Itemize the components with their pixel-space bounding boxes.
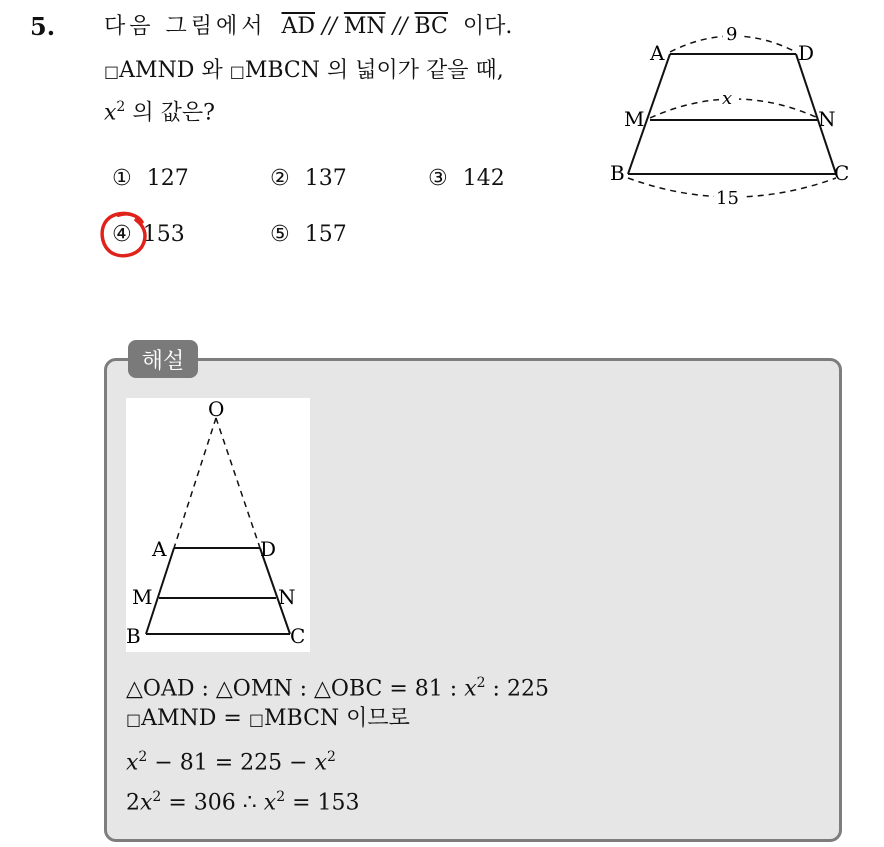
choice-value: 157 [304,222,347,247]
choice-value: 153 [142,222,185,247]
equal-left: AMND = [141,706,242,731]
label-n: N [818,107,836,131]
solution-line-3 [126,742,336,778]
label-m: M [624,107,645,131]
choice-mark: ② [270,166,290,191]
exponent: 2 [476,675,486,691]
question-prefix: 다음 그림에서 [104,14,267,39]
square-icon: □ [104,62,120,81]
label-d: D [798,41,815,65]
question-condition: 의 넓이가 같을 때, [327,58,504,83]
coef: 2 [126,790,140,816]
length-mid: x [722,88,733,109]
solution-line-2 [126,704,410,735]
choice-1[interactable] [112,166,189,191]
choice-mark: ① [112,166,132,191]
label-b: B [610,161,625,185]
choice-mark: ③ [428,166,448,191]
var-x: x [263,790,277,816]
choice-2[interactable] [270,166,347,191]
ratio-end: : 225 [492,676,549,702]
equation-mid: − 81 = 225 − [154,750,308,776]
solution-line-4 [126,782,360,818]
question-line-2 [104,56,504,87]
ratio-text: △OAD : △OMN : △OBC = 81 : [126,676,458,702]
label-n: N [278,585,296,609]
selection-circle-icon [98,208,152,262]
label-c: C [290,624,306,648]
choice-5[interactable] [270,222,347,247]
segment-ad: $\overline{AD}$ [281,14,316,39]
choice-value: 142 [462,166,505,191]
label-c: C [834,161,850,185]
equation-mid: = 306 ∴ [168,790,257,816]
choice-value: 137 [304,166,347,191]
choice-value: 127 [146,166,189,191]
label-d: D [260,537,277,561]
word-and: 와 [201,58,223,83]
choice-mark: ⑤ [270,222,290,247]
final-answer: = 153 [292,790,360,816]
exponent: 2 [327,749,336,765]
equal-right: MBCN 이므로 [263,706,410,731]
dashed-oa [174,418,216,548]
label-m: M [132,585,153,609]
exponent: 2 [276,789,286,805]
length-top: 9 [726,24,738,45]
square-icon: □ [126,710,142,729]
var-x: x [314,750,328,776]
label-a: A [152,537,167,561]
solution-tag: 해설 [128,340,198,378]
label-o: O [208,398,225,421]
quad-mbcn: MBCN [244,58,321,83]
var-x: x [126,750,139,776]
label-a: A [650,41,665,65]
var-x: x [464,676,477,702]
dashed-od [216,418,260,548]
var-x: x [104,100,117,126]
parallel-symbol: // [392,14,408,39]
var-x: x [140,790,153,816]
choice-3[interactable] [428,166,505,191]
solution-line-1 [126,668,549,704]
parallel-symbol: // [322,14,337,39]
quad-amnd: AMND [119,58,195,83]
solution-figure [126,398,310,652]
question-ask: 의 값은? [132,100,215,126]
segment-bc: $\overline{BC}$ [414,14,448,39]
exponent: 2 [138,749,148,765]
label-b: B [126,624,141,648]
segment-mn: $\overline{MN}$ [343,14,386,39]
question-line-3 [104,92,215,128]
choice-mark: ④ [112,222,132,247]
question-line-1 [104,12,512,42]
square-icon: □ [229,62,245,81]
exponent: 2 [116,99,126,115]
square-icon: □ [248,710,264,729]
question-suffix: 이다. [462,14,513,39]
question-number: 5. [30,12,56,41]
length-bottom: 15 [716,188,739,209]
trapezoid-figure [608,16,868,216]
exponent: 2 [152,789,162,805]
